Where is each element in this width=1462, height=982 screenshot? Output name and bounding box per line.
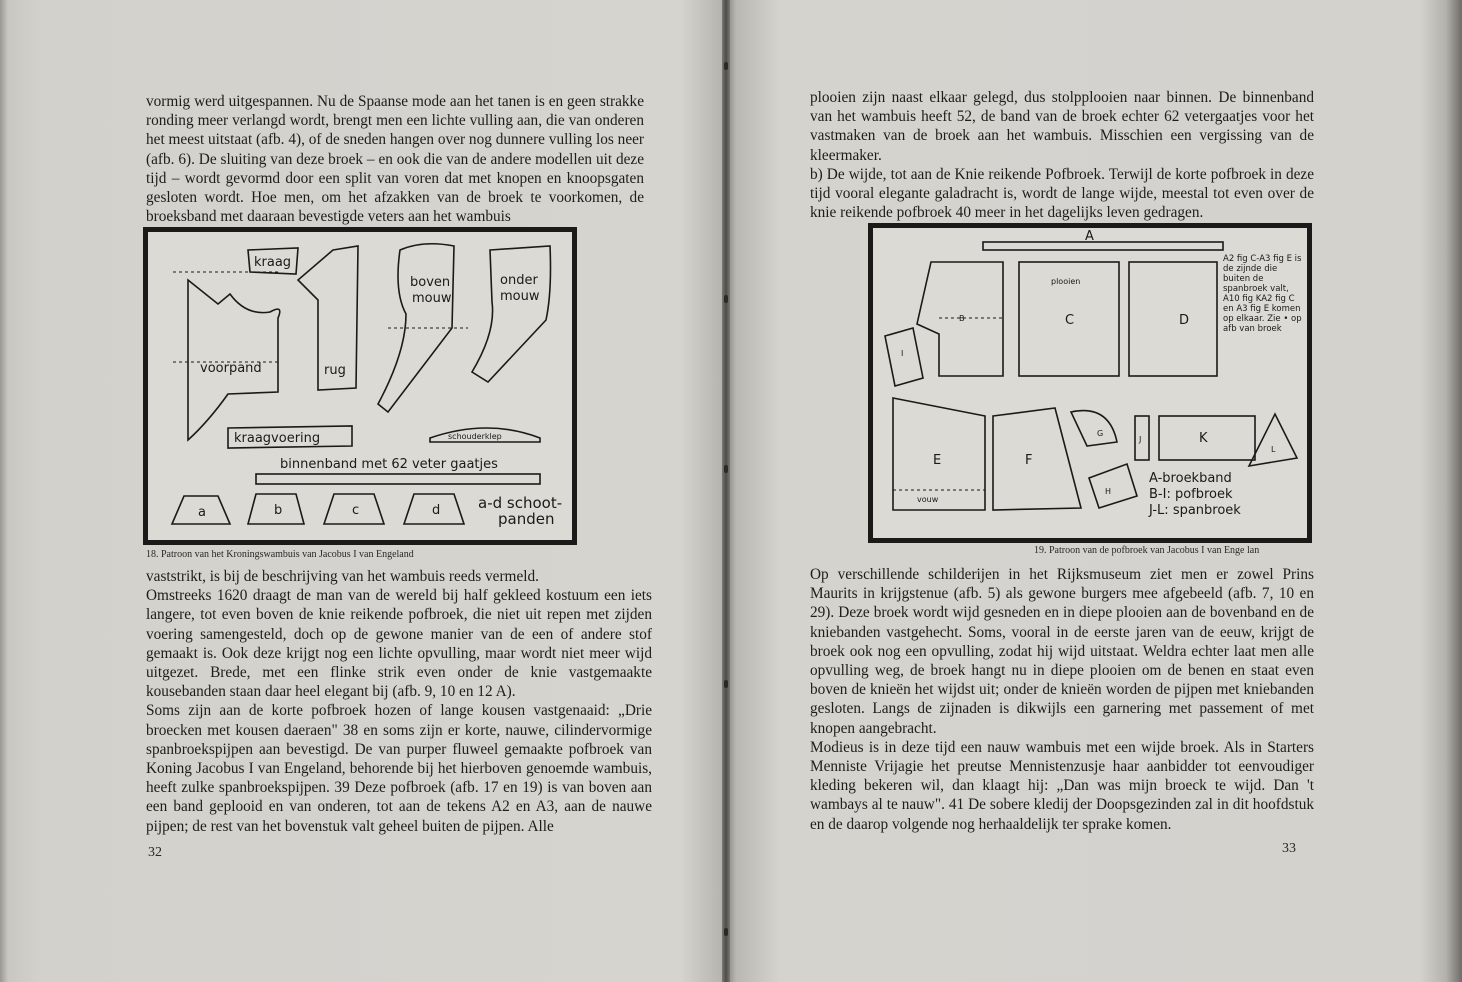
label-E: E: [933, 453, 942, 468]
label-G: G: [1097, 429, 1104, 438]
legend-pofbroek: B-I: pofbroek: [1149, 487, 1233, 502]
label-rug: rug: [324, 363, 346, 378]
pattern-note-box: [1223, 254, 1305, 400]
right-bottom-text: [810, 565, 1314, 834]
label-d: d: [432, 503, 441, 518]
label-binnenband: binnenband met 62 veter gaatjes: [280, 457, 498, 472]
right-top-text: [810, 88, 1314, 222]
figure-18-wambuis-pattern: [143, 227, 577, 545]
figure-19-pofbroek-pattern: [868, 223, 1312, 543]
binnenband-strip: [256, 474, 540, 484]
label-schouderklep: schouderklep: [448, 432, 502, 441]
label-b: b: [274, 503, 283, 518]
piece-G: [1071, 411, 1117, 446]
left-page: [0, 0, 726, 982]
left-paragraph-3: Soms zijn aan de korte pofbroek hozen of lange kousen vastgenaaid: „Drie broecken met kousen daeraen" 38 en soms zijn er korte, nauwe, cilindervormige spanbroekspijpen aan bevestigd. De van purper fluweel gemaakte pofbroek van Koning Jacobus I van Engeland, behorende bij het hierboven genoemde wambuis, heeft zulke spanbroekspijpen. 39 Deze pofbroek (afb. 17 en 19) is van boven aan een band geplooid en van onderen, tot aan de tekens A2 en A3, aan de nauwe pijpen; de rest van het bovenstuk valt geheel buiten de pijpen. Alle: [146, 702, 652, 835]
piece-D: [1129, 262, 1217, 376]
piece-F: [993, 408, 1081, 510]
label-plooien: plooien: [1051, 277, 1081, 286]
right-top-paragraph-1: plooien zijn naast elkaar gelegd, dus stolpplooien naar binnen. De binnenband van het wambuis heeft 52, de band van de broek echter 62 vetergaatjes voor het vastmaken van de broek aan het wambuis. Misschien een vergissing van de kleermaker.: [810, 89, 1314, 164]
pofbroek-pattern-drawing: [873, 228, 1307, 538]
label-B: B: [959, 314, 965, 323]
label-voorpand: voorpand: [200, 361, 262, 376]
right-page: [730, 0, 1462, 982]
voorpand-piece: [188, 280, 280, 440]
right-paragraph-1: Op verschillende schilderijen in het Rijksmuseum ziet men er zowel Prins Maurits in krijgstenue (afb. 5) als gewone burgers mee afgebeeld (afb. 7, 10 en 29). Deze broek wordt wijd gesneden en in diepe plooien aan de bovenband en de kniebanden vastgehecht. Soms, vooral in de eerste jaren van de eeuw, krijgt de broek ook nog een opvulling, zodat hij wijd uitstaat. Weldra echter laat men alle opvulling weg, de broek hangt nu in diepe plooien om de benen en staat even boven de knieën het wijdst uit; onder de knieën worden de pijpen met kniebanden gesloten. Langs de zijnaden is dikwijls een garnering met passement of met knopen aangebracht.: [810, 566, 1314, 737]
label-schootpanden-2: panden: [498, 510, 555, 528]
label-a: a: [198, 505, 206, 520]
right-top-paragraph-2: b) De wijde, tot aan de Knie reikende Pofbroek. Terwijl de korte pofbroek in deze tijd vooral elegante galadracht is, wordt de lange wijde, meestal tot even over de knie reikende pofbroek 40 meer in het dagelijks leven gedragen.: [810, 165, 1314, 222]
right-page-number: 33: [1282, 841, 1296, 856]
label-I: I: [901, 349, 904, 358]
label-L: L: [1271, 445, 1276, 454]
left-paragraph-1: vaststrikt, is bij de beschrijving van het wambuis reeds vermeld.: [146, 568, 539, 585]
label-F: F: [1025, 453, 1033, 468]
right-paragraph-2: Modieus is in deze tijd een nauw wambuis met een wijde broek. Als in Starters Menniste Vrijagie het preutse Mennistenzusje haar aanbidder tot eenvoudiger kleding bekeren wil, dan klaagt hij: „Dan was mijn broeck te wijd. Dan 't wambays al te nauw". 41 De sobere kledij der Doopsgezinden zal in dit hoofdstuk en de daarop volgende nog herhaaldelijk ter sprake komen.: [810, 738, 1314, 833]
wambuis-pattern-drawing: [148, 232, 572, 540]
label-schootpanden-1: a-d schoot-: [478, 494, 563, 512]
label-kraagvoering: kraagvoering: [234, 431, 321, 446]
label-A: A: [1085, 229, 1094, 244]
label-K: K: [1199, 431, 1208, 446]
label-H: H: [1105, 487, 1112, 496]
label-bovenmouw-1: boven: [410, 275, 451, 290]
label-D: D: [1179, 313, 1190, 328]
pattern-note: A2 fig C-A3 fig E is de zijnde die buiten de spanbroek valt, A10 fig KA2 fig C en A3 fig E komen op elkaar. Zie • op afb van broek: [1223, 254, 1302, 334]
ondermouw-piece: [472, 246, 551, 382]
piece-L: [1249, 414, 1297, 466]
piece-A: [983, 242, 1223, 250]
label-c: c: [352, 503, 360, 518]
left-page-number: 32: [148, 845, 162, 860]
legend-spanbroek: J-L: spanbroek: [1149, 503, 1241, 518]
legend-broekband: A-broekband: [1149, 471, 1232, 486]
label-ondermouw-2: mouw: [500, 289, 540, 304]
left-bottom-text: [146, 567, 652, 836]
left-top-paragraph: vormig werd uitgespannen. Nu de Spaanse mode aan het tanen is en geen strakke ronding meer verlangd wordt, brengt men een lichte vulling aan, die van onderen het meest uitstaat (afb. 4), of de sneden hangen over nog dunnere vulling los neer (afb. 6). De sluiting van deze broek – en ook die van de andere modellen uit deze tijd – wordt gevormd door een split van voren dat met knopen en knoopsgaten gesloten wordt. Hoe men, om het afzakken van de broek te voorkomen, de broeksband met daaraan bevestigde veters aan het wambuis: [146, 93, 644, 226]
piece-H: [1089, 464, 1137, 508]
left-top-text: [146, 92, 644, 226]
label-kraag: kraag: [254, 255, 292, 270]
label-ondermouw-1: onder: [500, 273, 538, 288]
left-paragraph-2: Omstreeks 1620 draagt de man van de wereld bij half gekleed kostuum een iets langere, tot even boven de knie reikende pofbroek, die niet uit repen met zijden voering samengesteld, doch op de gewone manier van de een of andere stof gemaakt is. Ook deze krijgt nog een lichte opvulling, maar wordt niet meer wijd uitgezet. Brede, met een flinke strik even onder de knie vastgemaakte kousebanden staan daar heel elegant bij (afb. 9, 10 en 12 A).: [146, 587, 652, 701]
piece-I: [885, 328, 923, 386]
label-J: J: [1139, 435, 1142, 444]
label-vouw: vouw: [917, 495, 939, 504]
figure-18-caption: 18. Patroon van het Kroningswambuis van Jacobus I van Engeland: [146, 549, 414, 560]
label-bovenmouw-2: mouw: [412, 291, 452, 306]
piece-J: [1135, 416, 1149, 460]
figure-19-caption: 19. Patroon van de pofbroek van Jacobus I van Enge lan: [1034, 545, 1260, 556]
label-C: C: [1065, 313, 1075, 328]
